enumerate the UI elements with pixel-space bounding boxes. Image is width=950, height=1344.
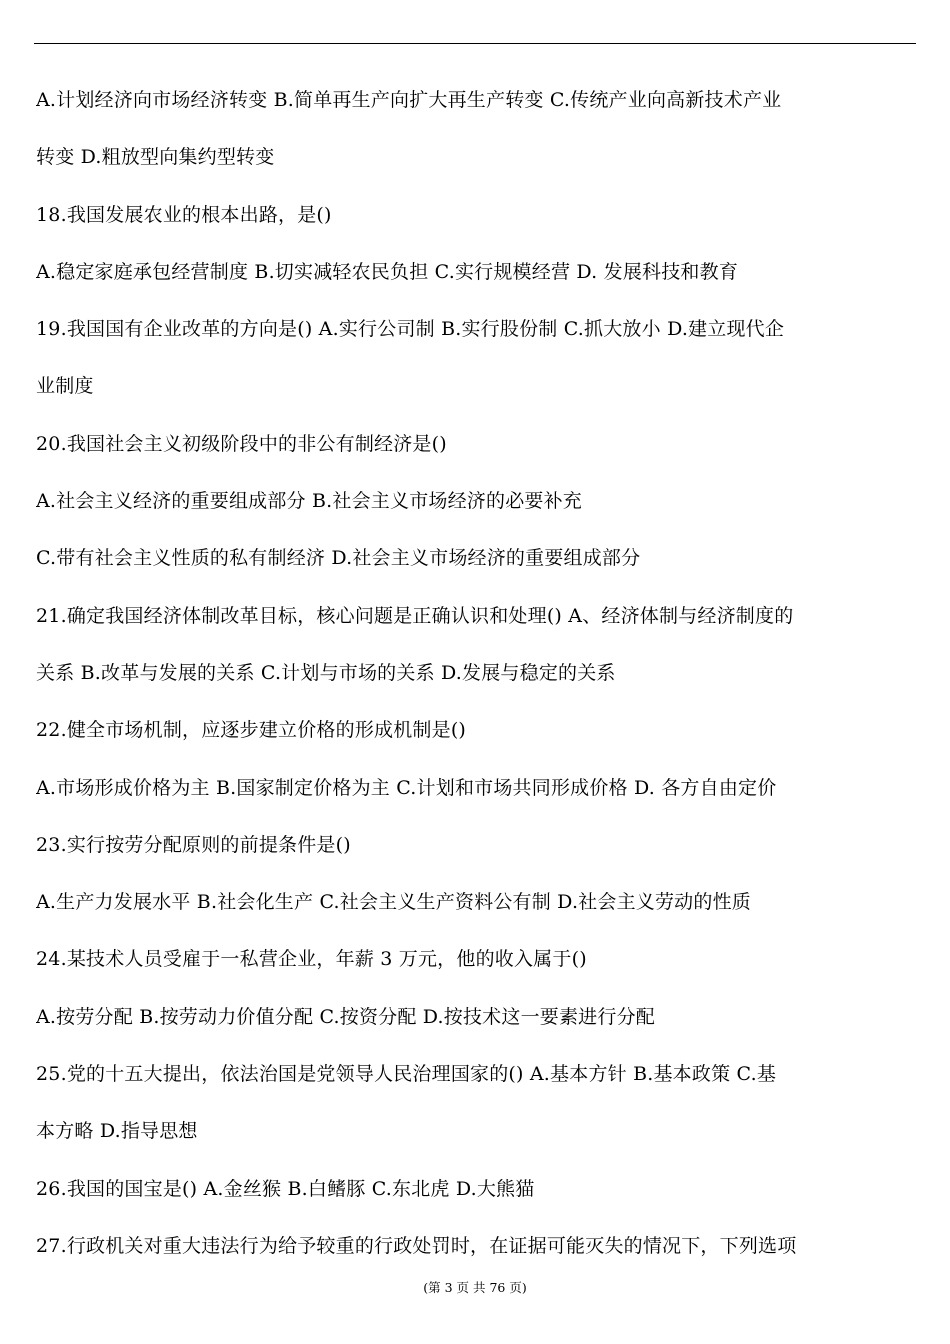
text-line: 26.我国的国宝是() A.金丝猴 B.白鳍豚 C.东北虎 D.大熊猫 xyxy=(36,1177,535,1200)
text-line: A.按劳分配 B.按劳动力价值分配 C.按资分配 D.按技术这一要素进行分配 xyxy=(36,1005,655,1028)
text-line: 22.健全市场机制，应逐步建立价格的形成机制是() xyxy=(36,719,467,742)
text-line: 关系 B.改革与发展的关系 C.计划与市场的关系 D.发展与稳定的关系 xyxy=(36,661,616,684)
text-line: 19.我国国有企业改革的方向是() A.实行公司制 B.实行股份制 C.抓大放小 D.建立现代企 xyxy=(36,318,785,341)
text-line: 23.实行按劳分配原则的前提条件是() xyxy=(36,833,351,856)
text-line: 本方略 D.指导思想 xyxy=(36,1120,198,1143)
text-line: 25.党的十五大提出，依法治国是党领导人民治理国家的() A.基本方针 B.基本政策 C.基 xyxy=(36,1063,777,1086)
text-line: 18.我国发展农业的根本出路，是() xyxy=(36,203,332,226)
text-line: A.稳定家庭承包经营制度 B.切实减轻农民负担 C.实行规模经营 D. 发展科技和教育 xyxy=(36,260,739,283)
text-line: A.社会主义经济的重要组成部分 B.社会主义市场经济的必要补充 xyxy=(36,490,583,513)
text-line: A.生产力发展水平 B.社会化生产 C.社会主义生产资料公有制 D.社会主义劳动的性质 xyxy=(36,891,751,914)
page-footer: (第 3 页 共 76 页) xyxy=(423,1280,527,1295)
text-line: A.计划经济向市场经济转变 B.简单再生产向扩大再生产转变 C.传统产业向高新技术产业 xyxy=(36,89,782,111)
text-line: C.带有社会主义性质的私有制经济 D.社会主义市场经济的重要组成部分 xyxy=(36,547,641,570)
document-body xyxy=(36,72,918,1275)
text-line: 业制度 xyxy=(36,375,94,398)
text-line: 27.行政机关对重大违法行为给予较重的行政处罚时，在证据可能灭失的情况下，下列选项 xyxy=(36,1234,797,1257)
header-rule xyxy=(34,43,916,44)
text-line: 20.我国社会主义初级阶段中的非公有制经济是() xyxy=(36,432,447,455)
text-line: 转变 D.粗放型向集约型转变 xyxy=(36,146,275,169)
text-line: A.市场形成价格为主 B.国家制定价格为主 C.计划和市场共同形成价格 D. 各方自由定价 xyxy=(36,776,777,799)
text-line: 24.某技术人员受雇于一私营企业，年薪 3 万元，他的收入属于() xyxy=(36,948,587,971)
text-line: 21.确定我国经济体制改革目标，核心问题是正确认识和处理() A、经济体制与经济制度的 xyxy=(36,604,794,627)
